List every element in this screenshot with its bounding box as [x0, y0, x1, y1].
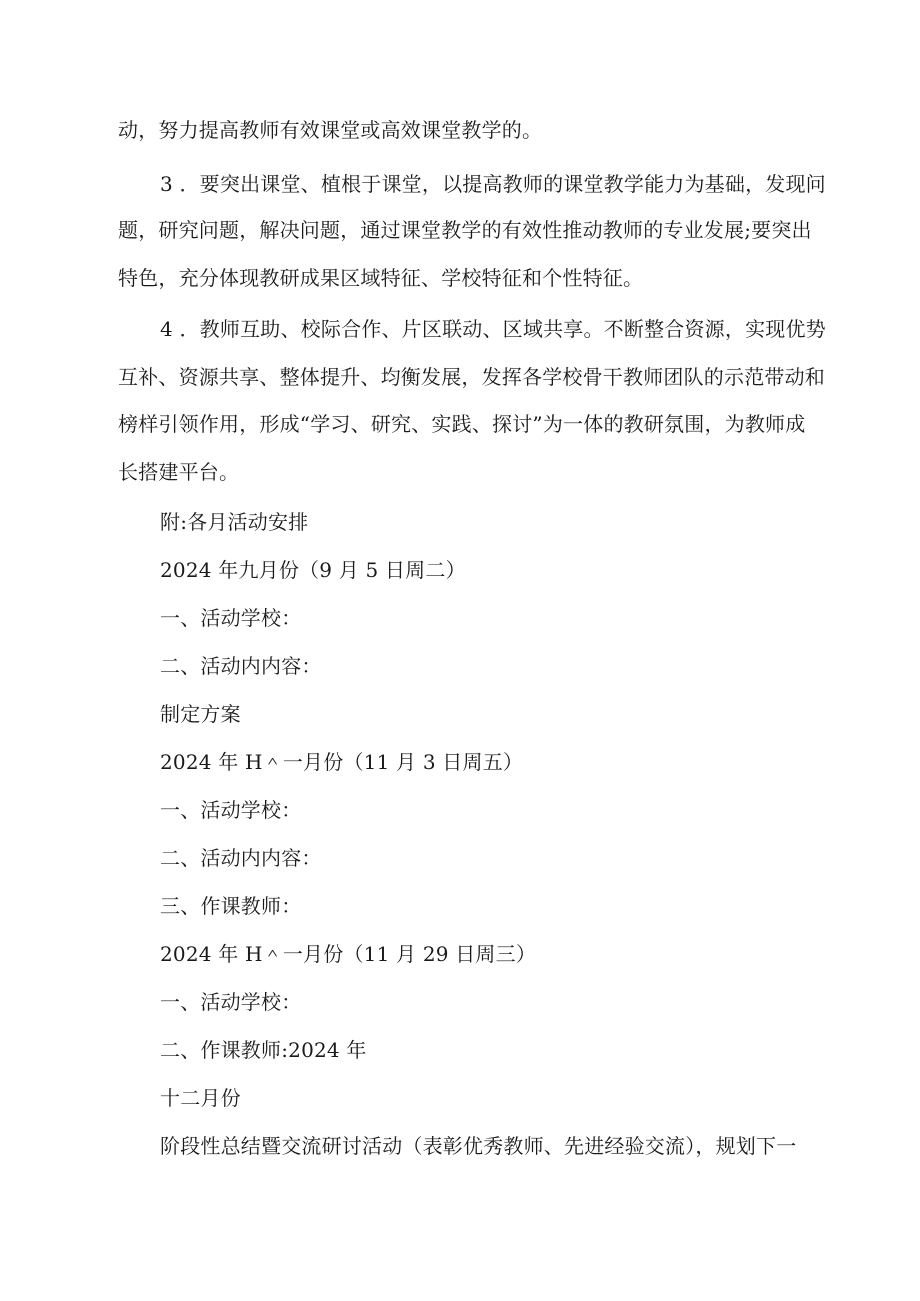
november-29-school: 一、活动学校： — [160, 990, 302, 1014]
item-4-line-4: 长搭建平台。 — [118, 460, 240, 484]
december-heading: 十二月份 — [160, 1086, 241, 1110]
november-3-heading: 2024 年 H＾一月份（11 月 3 日周五） — [160, 750, 524, 774]
november-3-school: 一、活动学校： — [160, 798, 302, 822]
november-29-teacher: 二、作课教师:2024 年 — [160, 1038, 367, 1062]
september-heading: 2024 年九月份（9 月 5 日周二） — [160, 558, 466, 582]
november-29-heading: 2024 年 H＾一月份（11 月 29 日周三） — [160, 942, 537, 966]
item-4-line-2: 互补、资源共享、整体提升、均衡发展，发挥各学校骨干教师团队的示范带动和 — [118, 365, 825, 389]
appendix-heading: 附:各月活动安排 — [160, 510, 309, 534]
september-content: 二、活动内内容： — [160, 654, 322, 678]
november-3-content: 二、活动内内容： — [160, 846, 322, 870]
september-school: 一、活动学校： — [160, 606, 302, 630]
item-3-line-2: 题，研究问题，解决问题，通过课堂教学的有效性推动教师的专业发展;要突出 — [118, 218, 812, 242]
item-4-line-1: 4 ．教师互助、校际合作、片区联动、区域共享。不断整合资源，实现优势 — [160, 317, 826, 341]
item-3-line-1: 3 ．要突出课堂、植根于课堂，以提高教师的课堂教学能力为基础，发现问 — [160, 172, 826, 196]
september-plan: 制定方案 — [160, 702, 241, 726]
december-summary: 阶段性总结暨交流研讨活动（表彰优秀教师、先进经验交流），规划下一 — [160, 1134, 797, 1158]
item-4-line-3: 榜样引领作用，形成“学习、研究、实践、探讨”为一体的教研氛围，为教师成 — [118, 412, 806, 436]
item-3-line-3: 特色，充分体现教研成果区域特征、学校特征和个性特征。 — [118, 266, 644, 290]
november-3-teacher: 三、作课教师： — [160, 894, 302, 918]
paragraph-continuation-line: 动，努力提高教师有效课堂或高效课堂教学的。 — [118, 118, 543, 142]
